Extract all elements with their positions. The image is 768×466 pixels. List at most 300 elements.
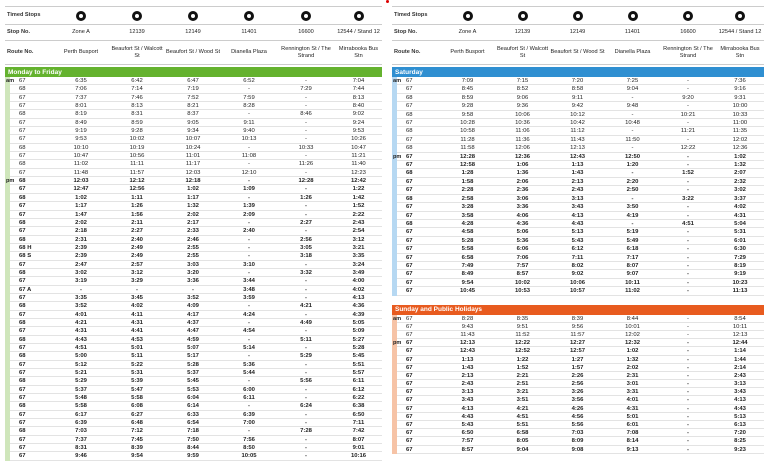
departure-time: 5:31 [734,229,746,236]
departure-time: 9:53 [75,136,87,143]
timetable-row [392,279,764,287]
timetable-row [392,429,764,437]
departure-time: 9:59 [187,453,199,460]
departure-time: - [687,237,689,244]
timetable-row [392,339,764,347]
timetable-row [392,111,764,119]
departure-time: 2:43 [461,381,474,388]
timetable-row [392,119,764,127]
timetable-row [5,94,382,102]
departure-time: 6:42 [131,78,143,84]
departure-time: 1:32 [187,203,199,210]
departure-time: 1:28 [461,170,474,177]
departure-time: 2:56 [300,236,312,243]
departure-time: 11:00 [732,120,748,127]
departure-time: 11:21 [351,153,366,160]
departure-time: 4:51 [682,220,694,227]
route-number-text: 68 [406,145,413,152]
departure-time: 9:04 [516,446,529,453]
timetable-row [5,110,382,118]
departure-time: 2:43 [352,219,365,226]
route-number-text: 68 [19,428,26,435]
departure-time: 9:24 [352,119,365,126]
departure-time: 5:17 [187,353,199,360]
stop-name: Perth Busport [440,41,495,65]
route-number [5,436,53,444]
departure-time: - [305,261,307,268]
departure-time: 4:13 [571,212,584,219]
timetable-row [5,277,382,285]
departure-time: 1:52 [352,203,365,210]
timetable-row [5,77,382,85]
route-number-text: 67 [19,361,26,368]
departure-time: 5:31 [131,370,143,377]
departure-time: 1:14 [734,348,746,355]
departure-time: 6:01 [734,237,746,244]
departure-time: 7:19 [187,86,199,93]
departure-time: 11:28 [460,136,475,143]
route-number-text: 68 [406,111,413,118]
route-number [392,237,440,245]
departure-time: 8:14 [626,438,639,445]
departure-time: 2:40 [131,236,143,243]
departure-time: 2:39 [75,244,87,251]
departure-time: 2:18 [75,228,87,235]
route-number-text: 67 [19,119,26,126]
departure-time: 7:06 [516,254,529,261]
route-number-text: 68 [19,194,26,201]
departure-time: 2:07 [734,170,746,177]
departure-time: 10:28 [460,120,475,127]
am-pm-marker: am [393,78,402,84]
timetable-row [392,203,764,211]
route-number-text: 67 [406,162,413,169]
timetable-row [392,262,764,270]
departure-time: 1:13 [571,162,584,169]
route-number [5,85,53,93]
timetable-row [5,344,382,352]
timetable-row [392,323,764,331]
departure-time: - [687,323,689,330]
stop-number: 11401 [605,25,660,41]
departure-time: 10:10 [73,144,89,151]
departure-time: 11:06 [515,128,530,135]
departure-time: - [136,286,138,293]
departure-time: 11:57 [129,169,145,176]
departure-time: - [248,86,250,93]
departure-time: 5:57 [352,370,365,377]
departure-time: 1:32 [734,162,746,169]
route-number [392,153,440,161]
departure-time: 8:01 [75,103,87,110]
route-number-text: 67 [406,389,413,396]
departure-time: - [248,353,250,360]
departure-time: 9:07 [626,271,639,278]
timed-stop-icon [132,11,142,21]
route-number [5,219,53,227]
departure-time: 1:52 [682,170,694,177]
departure-time: 3:50 [626,204,639,211]
departure-time: 4:54 [243,328,255,335]
route-number [5,269,53,277]
departure-time: 5:11 [300,336,312,343]
departure-time: - [305,128,307,135]
route-number-text: 67 [406,288,413,295]
route-number-text: 67 [19,169,26,176]
departure-time: 2:02 [626,364,639,371]
route-number-text: 67 [19,261,26,268]
timetable-row [5,160,382,168]
departure-time: 6:35 [75,78,87,84]
departure-time: 10:00 [732,103,748,110]
route-number-text: 67 [406,372,413,379]
departure-time: 3:02 [75,269,87,276]
departure-time: 5:56 [571,422,584,428]
route-number-text: 67 [406,120,413,127]
departure-time: 4:49 [300,319,312,326]
route-number [5,402,53,410]
route-number-text: 67 [19,103,26,110]
departure-time: - [248,144,250,151]
departure-time: 2:39 [75,253,87,260]
departure-time: 1:02 [734,153,746,160]
departure-time: 5:28 [461,237,474,244]
departure-time: 10:19 [129,144,145,151]
departure-time: 9:31 [734,94,746,101]
route-number [5,336,53,344]
departure-time: 1:44 [734,356,746,363]
departure-time: 2:55 [187,244,199,251]
departure-time: - [305,228,307,235]
route-number [5,286,53,294]
departure-time: 3:52 [187,294,199,301]
departure-time: 4:21 [75,319,87,326]
departure-time: 3:29 [131,278,143,285]
departure-time: 8:50 [243,445,255,452]
departure-time: 12:12 [129,178,145,185]
timetable-row [392,127,764,135]
route-number [392,356,440,364]
route-number [392,364,440,372]
departure-time: - [687,279,689,286]
departure-time: 7:06 [75,86,87,93]
departure-time: 7:08 [626,430,639,437]
timetable-row [392,437,764,445]
departure-time: 1:57 [571,364,584,371]
departure-time: 5:51 [516,422,529,428]
departure-time: 7:42 [352,428,365,435]
departure-time: 12:13 [570,145,585,152]
departure-time: - [631,94,634,101]
departure-time: 7:12 [131,428,143,435]
departure-time: - [305,361,307,368]
departure-time: - [305,78,307,84]
departure-time: 10:47 [73,153,89,160]
departure-time: - [687,153,689,160]
departure-time: 1:02 [187,186,199,193]
departure-time: 4:21 [300,303,312,310]
timetable-row [5,436,382,444]
departure-time: 6:22 [352,395,365,402]
departure-time: 3:26 [571,389,584,396]
departure-time: 5:47 [131,386,143,393]
departure-time: 8:57 [461,446,474,453]
departure-time: - [305,103,307,110]
departure-time: 1:52 [516,364,529,371]
weekday-panel [5,6,382,461]
departure-time: 6:54 [187,420,199,427]
timed-stop-icon [188,11,198,21]
departure-time: 6:18 [626,246,639,253]
timed-stop-icon [301,11,311,21]
departure-time: 1:17 [75,203,87,210]
route-number [392,323,440,331]
departure-time: 9:23 [734,446,746,453]
departure-time: 3:01 [626,381,639,388]
route-number [5,127,53,135]
departure-time: 11:58 [460,145,475,152]
departure-time: 11:43 [460,331,475,338]
departure-time: 10:33 [732,111,748,118]
departure-time: 9:06 [516,94,529,101]
route-number [392,220,440,228]
route-number-text: 67 [19,136,26,143]
timetable-row [5,177,382,185]
departure-time: 5:07 [187,345,199,351]
departure-time: 4:56 [571,413,584,420]
departure-time: 4:36 [352,303,365,310]
departure-time: 2:20 [626,178,639,185]
departure-time: 6:04 [187,395,199,402]
route-number-text: 67 [19,294,26,301]
departure-time: - [687,364,689,371]
departure-time: 5:58 [461,246,474,253]
departure-time: 5:45 [352,353,365,360]
departure-time: 10:24 [185,144,201,151]
departure-time: - [248,303,250,310]
departure-time: 11:57 [570,331,585,338]
departure-time: - [248,111,250,118]
route-number-text: 68 [19,378,26,385]
departure-time: - [687,204,689,211]
departure-time: 6:48 [131,420,143,427]
route-number-text: 67 [19,420,26,427]
departure-time: 3:13 [571,195,584,202]
departure-time: 4:47 [187,328,199,335]
departure-time: - [631,220,634,227]
route-number [392,270,440,278]
timetable-row [5,319,382,327]
departure-time: - [687,315,689,322]
route-number [392,161,440,169]
departure-time: 3:03 [187,261,199,268]
departure-time: - [248,428,250,435]
timetable-row [392,372,764,380]
route-number-text: 67 [406,397,413,404]
timetable-row [5,386,382,394]
departure-time: 4:53 [131,336,143,343]
departure-time: 8:19 [734,262,746,269]
departure-time: 12:32 [624,340,641,347]
departure-time: 7:03 [571,430,584,437]
route-number [5,294,53,302]
timetable-row [392,364,764,372]
timed-stop-icon [735,11,745,21]
departure-time: 10:12 [570,111,585,118]
departure-time: 10:21 [680,111,696,118]
route-number-text: 67 [19,278,26,285]
route-number-text: 67 [19,386,26,393]
route-number-text: 67 [19,211,26,218]
departure-time: 8:52 [516,86,529,93]
departure-time: 5:53 [187,386,199,393]
am-pm-marker: am [393,315,402,322]
route-number-text: 67 [19,311,26,318]
timetable-row [5,252,382,260]
route-number-text: 68 [406,170,413,177]
departure-time: 7:29 [734,254,746,261]
departure-time: 9:16 [734,86,746,93]
timetable-row [5,419,382,427]
departure-time: 7:20 [734,430,746,437]
departure-time: 1:11 [131,194,143,201]
departure-time: 9:20 [682,94,694,101]
departure-time: 7:49 [461,262,474,269]
departure-time: 3:43 [571,204,584,211]
departure-time: 5:58 [131,395,143,402]
route-number [5,427,53,435]
departure-time: 5:13 [734,413,746,420]
departure-time: - [305,395,307,402]
departure-time: - [687,288,689,295]
departure-time: - [305,153,307,160]
route-number [5,135,53,143]
departure-time: 3:45 [131,294,143,301]
timetable-row [392,245,764,253]
departure-time: 12:57 [569,348,586,355]
timetable-row [5,102,382,110]
departure-time: 11:08 [241,153,257,160]
departure-time: 1:42 [352,194,365,201]
weekday-table [5,77,382,461]
departure-time: - [192,286,194,293]
departure-time: 11:11 [130,161,144,168]
departure-time: 10:01 [625,323,640,330]
route-number-text: 67 [406,187,413,194]
timetable-row [392,413,764,421]
route-number-text: 68 [406,128,413,135]
route-number [5,144,53,152]
route-number [5,319,53,327]
timetable-row [392,85,764,93]
departure-time: 3:32 [300,269,312,276]
departure-time: 6:39 [243,411,255,418]
route-number [5,444,53,452]
departure-time: - [305,453,307,460]
timetable-row [392,212,764,220]
departure-time: 6:08 [131,403,143,410]
departure-time: - [687,405,689,412]
departure-time: - [687,262,689,269]
departure-time: 5:44 [243,370,255,377]
departure-time: 10:58 [460,128,475,135]
am-pm-marker: am [6,78,15,84]
departure-time: 1:02 [75,194,87,201]
timetable-row [392,421,764,429]
departure-time: - [687,381,689,388]
departure-time: 7:59 [243,94,255,101]
timetable-row [5,352,382,360]
departure-time: 6:27 [131,411,143,418]
departure-time: - [305,119,307,126]
route-number [392,380,440,388]
departure-time: 9:51 [516,323,529,330]
route-number [392,421,440,429]
departure-time: 10:26 [351,136,366,143]
stop-name: Rennington St / The Strand [660,41,716,65]
route-number-text: 67 [406,237,413,244]
timetable-row [5,452,382,460]
departure-time: 9:48 [626,103,639,110]
departure-time: 3:10 [243,261,255,268]
route-number [392,388,440,396]
timetable-row [5,361,382,369]
departure-time: 7:56 [243,436,255,443]
route-number [5,152,53,160]
departure-time: 8:44 [626,315,639,322]
departure-time: - [305,294,307,301]
timed-stop-icon [573,11,583,21]
route-number-text: 68 [19,144,26,151]
departure-time: - [687,340,689,347]
departure-time: 4:31 [734,212,746,219]
departure-time: 3:35 [75,294,87,301]
route-number [392,315,440,323]
route-number [392,195,440,203]
departure-time: 11:21 [680,128,696,135]
departure-time: 3:43 [461,397,474,404]
departure-time: - [248,253,250,260]
departure-time: 10:11 [625,279,640,286]
departure-time: 2:50 [626,187,639,194]
departure-time: 3:12 [352,236,365,243]
route-number-text: 67 [19,78,26,84]
departure-time: 4:21 [516,405,529,412]
departure-time: 1:17 [187,194,199,201]
stop-number: Zone A [53,25,109,41]
departure-time: - [248,161,250,168]
timetable-row [392,94,764,102]
departure-time: 10:16 [350,453,367,460]
route-number-text: 67 [406,348,413,355]
departure-time: 12:03 [185,169,201,176]
departure-time: 12:44 [732,340,748,347]
route-number-text: 67 [406,254,413,261]
departure-time: 12:28 [459,153,476,160]
departure-time: 8:49 [461,271,474,278]
departure-time: 6:58 [516,430,529,437]
route-number-text: 68 [19,336,26,343]
departure-time: 6:17 [75,411,87,418]
departure-time: 11:17 [185,161,201,168]
departure-time: 10:48 [625,120,640,127]
departure-time: 1:32 [626,356,639,363]
weekend-panel [392,6,764,454]
departure-time: 8:59 [131,119,143,126]
departure-time: 11:43 [570,136,585,143]
route-number [392,144,440,152]
route-number [392,186,440,194]
